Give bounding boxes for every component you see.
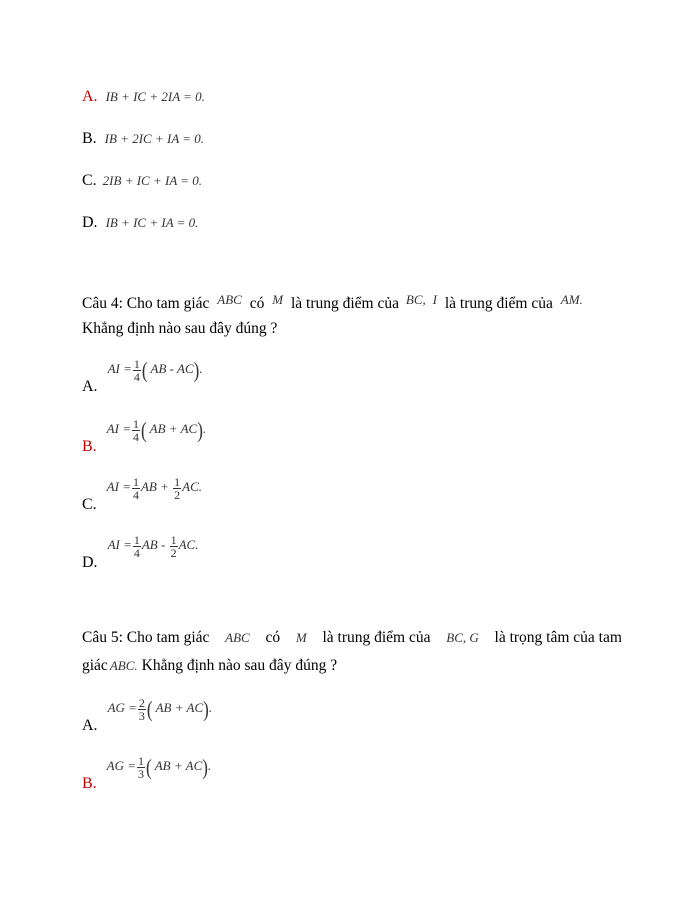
math-g: G — [469, 630, 479, 645]
math-m: M — [272, 292, 284, 307]
expression-body: AB + AC — [149, 421, 198, 437]
text-co: có — [265, 629, 281, 646]
q4-option-a: A. AI = $\frac{1}{4}$ ( AB - AC). — [82, 357, 203, 396]
q4-option-c — [82, 475, 202, 514]
q3-option-c — [82, 172, 202, 190]
text-midpoint-2: là trung điểm của — [444, 295, 553, 312]
fraction: $\frac{1}{4}$ — [133, 533, 140, 560]
question-label: Câu 5: Cho tam giác — [82, 629, 210, 646]
q4-question-line1 — [82, 292, 583, 313]
math-i: I — [432, 292, 437, 307]
option-expression: IB + 2IC + IA = 0. — [104, 131, 205, 146]
math-abc: ABC — [217, 292, 242, 307]
term: AC. — [178, 537, 199, 553]
q4-question-line2: Khẳng định nào sau đây đúng ? — [82, 320, 278, 337]
q5-question-line2 — [82, 657, 337, 675]
option-letter: D. — [82, 214, 98, 231]
term: AB + — [140, 479, 169, 495]
q5-option-a: A. AG = $\frac{2}{3}$ ( AB + AC). — [82, 696, 213, 735]
math-bc: BC, — [446, 630, 467, 645]
lhs: AI = — [107, 537, 132, 553]
q4-option-b: B. AI = $\frac{1}{4}$ ( AB + AC). — [82, 417, 207, 456]
q3-option-b — [82, 130, 204, 148]
expression-body: AB + AC — [155, 700, 204, 716]
fraction: $\frac{1}{4}$ — [132, 417, 139, 444]
expression-body: AB - AC — [150, 361, 194, 377]
text-midpoint: là trung điểm của — [290, 295, 399, 312]
fraction: $\frac{1}{3}$ — [138, 754, 145, 781]
q3-option-a — [82, 88, 205, 106]
q5-question-line1 — [82, 629, 622, 647]
lhs: AG = — [107, 700, 137, 716]
option-expression: IB + IC + IA = 0. — [105, 215, 199, 230]
option-letter: B. — [82, 130, 97, 147]
option-letter: A. — [82, 88, 98, 105]
option-letter: B. — [82, 438, 97, 456]
text-centroid: là trọng tâm của tam — [494, 629, 622, 646]
fraction: $\frac{1}{2}$ — [174, 475, 181, 502]
lhs: AI = — [106, 421, 131, 437]
math-abc: ABC. — [109, 658, 138, 673]
fraction: $\frac{1}{4}$ — [133, 357, 140, 384]
question-label: Câu 4: Cho tam giác — [82, 295, 210, 312]
text-question: Khẳng định nào sau đây đúng ? — [141, 657, 338, 674]
option-expression: IB + IC + 2IA = 0. — [105, 89, 205, 104]
fraction: $\frac{1}{2}$ — [170, 533, 177, 560]
term: AB - — [141, 537, 166, 553]
q5-option-b: B. AG = $\frac{1}{3}$ ( AB + AC). — [82, 754, 212, 793]
option-letter: B. — [82, 775, 97, 793]
option-letter: C. — [82, 172, 97, 189]
option-letter: C. — [82, 496, 97, 514]
q4-option-d — [82, 533, 199, 572]
text-co: có — [249, 295, 265, 312]
option-letter: D. — [82, 554, 98, 572]
math-bc-g — [446, 630, 479, 646]
lhs: AI = — [107, 361, 132, 377]
text-midpoint: là trung điểm của — [322, 629, 431, 646]
option-letter: A. — [82, 717, 98, 735]
term: AC. — [182, 479, 202, 495]
fraction: $\frac{1}{4}$ — [132, 475, 139, 502]
lhs: AG = — [106, 758, 137, 774]
expression-body: AB + AC — [154, 758, 203, 774]
option-expression: 2IB + IC + IA = 0. — [102, 173, 203, 188]
math-bc: BC, — [405, 292, 426, 307]
math-am: AM. — [560, 292, 583, 307]
math-abc: ABC — [225, 630, 250, 645]
lhs: AI = — [106, 479, 131, 495]
fraction: $\frac{2}{3}$ — [138, 696, 145, 723]
option-letter: A. — [82, 378, 98, 396]
math-m: M — [295, 630, 307, 645]
q3-option-d — [82, 214, 198, 232]
text-giac: giác — [82, 657, 108, 674]
